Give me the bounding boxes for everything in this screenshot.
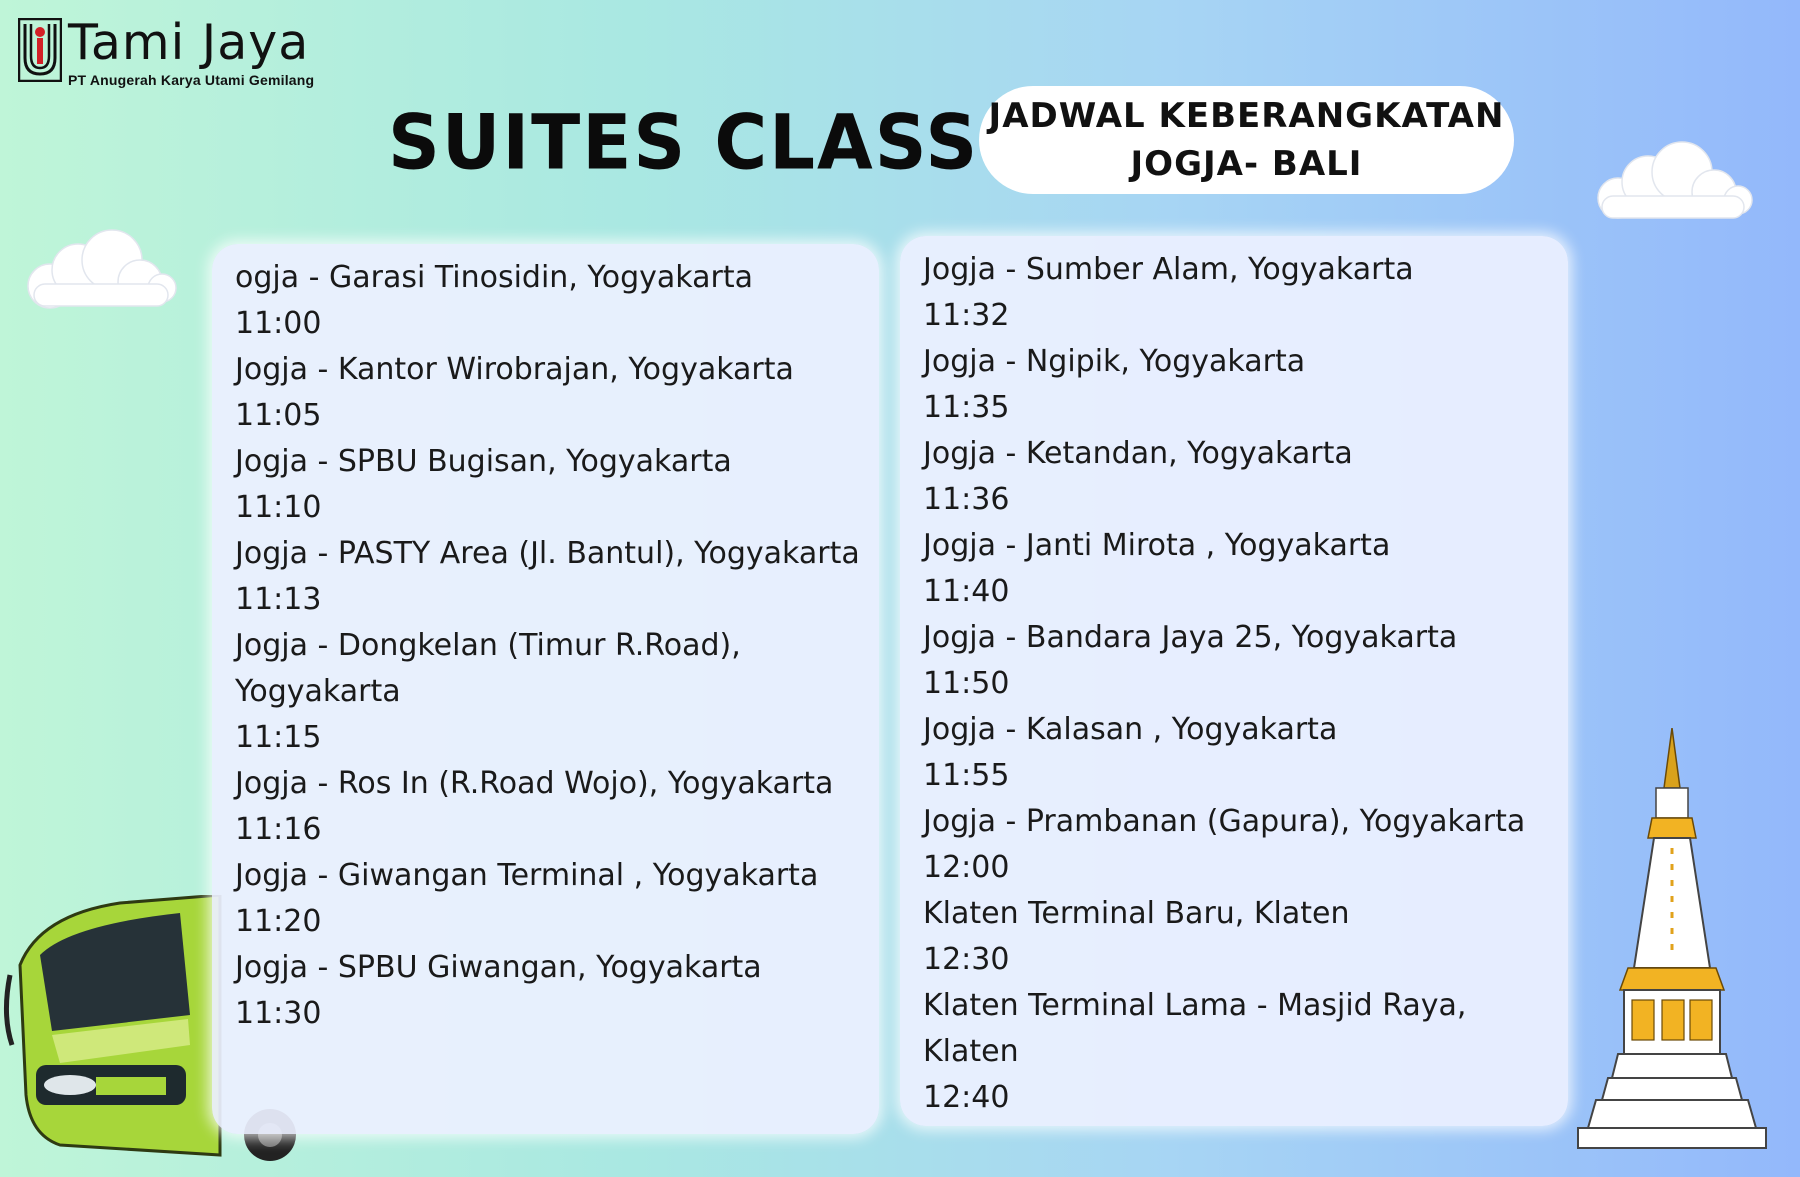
stop-name: Klaten Terminal Lama - Masjid Raya, Klaten xyxy=(923,988,1467,1069)
tugu-monument-image xyxy=(1572,728,1772,1164)
departure-time: 11:36 xyxy=(923,482,1010,517)
departure-time: 11:15 xyxy=(235,720,322,755)
list-item xyxy=(235,439,875,531)
departure-time: 12:40 xyxy=(923,1080,1010,1115)
list-item xyxy=(923,431,1563,523)
list-item xyxy=(923,983,1563,1121)
list-item xyxy=(923,339,1563,431)
departure-time: 11:40 xyxy=(923,574,1010,609)
stop-name: Jogja - Kantor Wirobrajan, Yogyakarta xyxy=(235,352,794,387)
brand-subtitle: PT Anugerah Karya Utami Gemilang xyxy=(68,72,315,88)
list-item xyxy=(235,347,875,439)
brand-logo xyxy=(18,14,315,88)
list-item xyxy=(923,799,1563,891)
departure-time: 11:10 xyxy=(235,490,322,525)
stop-name: Jogja - Kalasan , Yogyakarta xyxy=(923,712,1338,747)
list-item xyxy=(235,255,875,347)
list-item xyxy=(923,615,1563,707)
list-item xyxy=(923,891,1563,983)
stop-name: Jogja - SPBU Bugisan, Yogyakarta xyxy=(235,444,732,479)
brand-name: Tami Jaya xyxy=(68,14,310,71)
stop-name: ogja - Garasi Tinosidin, Yogyakarta xyxy=(235,260,753,295)
list-item xyxy=(923,523,1563,615)
stop-name: Jogja - Ngipik, Yogyakarta xyxy=(923,344,1306,379)
departure-time: 11:16 xyxy=(235,812,322,847)
stop-name: Jogja - Sumber Alam, Yogyakarta xyxy=(923,252,1414,287)
cloud-icon xyxy=(14,228,178,312)
stop-name: Jogja - Janti Mirota , Yogyakarta xyxy=(923,528,1391,563)
list-item xyxy=(923,247,1563,339)
departure-time: 11:30 xyxy=(235,996,322,1031)
departure-time: 11:35 xyxy=(923,390,1010,425)
list-item xyxy=(235,853,875,945)
stop-name: Jogja - Bandara Jaya 25, Yogyakarta xyxy=(923,620,1458,655)
departure-time: 11:32 xyxy=(923,298,1010,333)
list-item xyxy=(235,531,875,623)
schedule-title-line2: JOGJA- BALI xyxy=(1130,144,1363,184)
departure-time: 11:05 xyxy=(235,398,322,433)
stop-name: Klaten Terminal Baru, Klaten xyxy=(923,896,1350,931)
departure-time: 12:00 xyxy=(923,850,1010,885)
schedule-list-right xyxy=(923,247,1563,1121)
departure-time: 11:50 xyxy=(923,666,1010,701)
departure-time: 11:00 xyxy=(235,306,322,341)
stop-name: Jogja - SPBU Giwangan, Yogyakarta xyxy=(235,950,762,985)
stop-name: Jogja - Ketandan, Yogyakarta xyxy=(923,436,1353,471)
list-item xyxy=(923,707,1563,799)
list-item xyxy=(235,761,875,853)
schedule-list-left xyxy=(235,255,875,1037)
schedule-title-badge xyxy=(979,86,1514,194)
cloud-icon xyxy=(1588,138,1754,224)
departure-time: 11:13 xyxy=(235,582,322,617)
stop-name: Jogja - Dongkelan (Timur R.Road), Yogyakarta xyxy=(235,628,741,709)
logo-mark-icon xyxy=(18,18,62,82)
list-item xyxy=(235,623,875,761)
schedule-title-line1: JADWAL KEBERANGKATAN xyxy=(988,96,1505,136)
departure-time: 12:30 xyxy=(923,942,1010,977)
list-item xyxy=(235,945,875,1037)
stop-name: Jogja - PASTY Area (Jl. Bantul), Yogyakarta xyxy=(235,536,860,571)
stop-name: Jogja - Giwangan Terminal , Yogyakarta xyxy=(235,858,819,893)
class-title: SUITES CLASS xyxy=(388,97,980,187)
stop-name: Jogja - Prambanan (Gapura), Yogyakarta xyxy=(923,804,1526,839)
stop-name: Jogja - Ros In (R.Road Wojo), Yogyakarta xyxy=(235,766,834,801)
departure-time: 11:20 xyxy=(235,904,322,939)
departure-time: 11:55 xyxy=(923,758,1010,793)
